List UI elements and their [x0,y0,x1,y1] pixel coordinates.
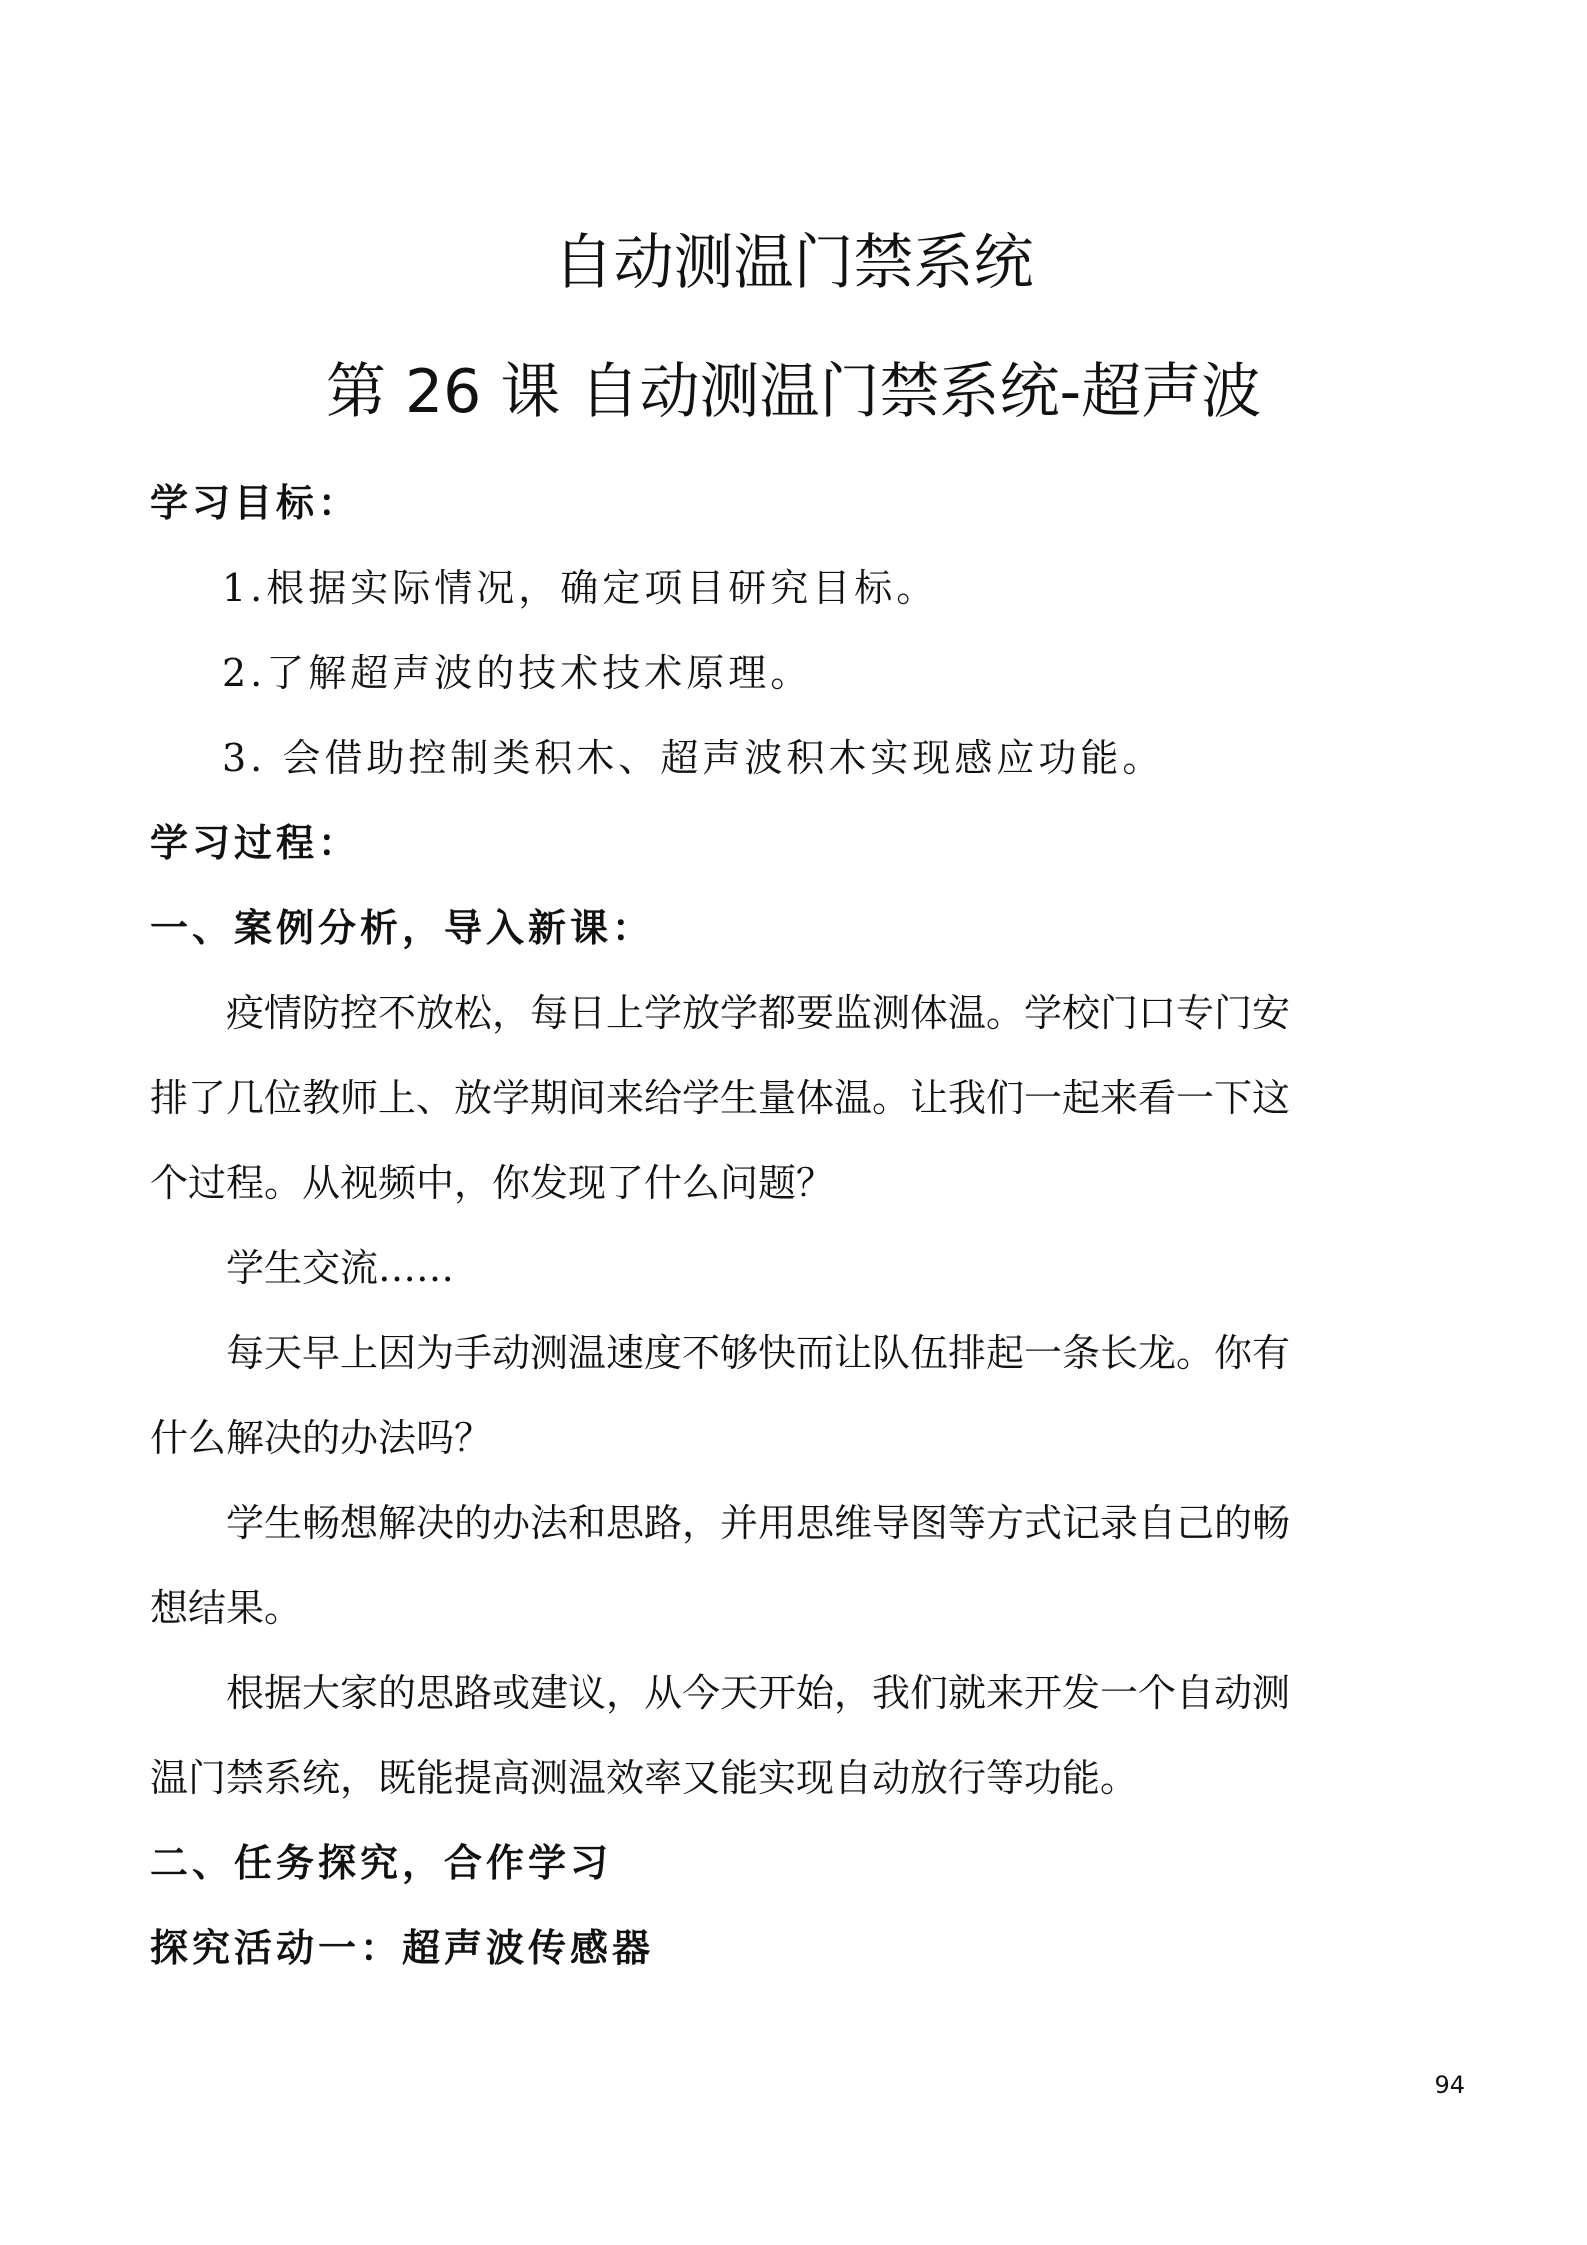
section-heading: 一、案例分析，导入新课： [150,905,655,950]
paragraph-line: 学生畅想解决的办法和思路，并用思维导图等方式记录自己的畅 [150,1501,1291,1545]
lesson-title: 第 26 课 自动测温门禁系统-超声波 [325,357,1262,427]
page-number: 94 [1434,2071,1465,2099]
paragraph-line: 根据大家的思路或建议，从今天开始，我们就来开发一个自动测 [150,1671,1291,1715]
document-title: 自动测温门禁系统 [553,228,1034,298]
learning-goals-heading: 学习目标： [150,480,361,525]
paragraph-line: 什么解决的办法吗？ [150,1416,493,1460]
paragraph-line: 学生交流…… [150,1246,455,1290]
process-heading: 学习过程： [150,820,361,865]
paragraph-line: 个过程。从视频中，你发现了什么问题？ [150,1161,835,1205]
goal-item: 3. 会借助控制类积木、超声波积木实现感应功能。 [222,736,1165,780]
activity-heading: 探究活动一：超声波传感器 [150,1925,655,1970]
paragraph-line: 温门禁系统，既能提高测温效率又能实现自动放行等功能。 [150,1756,1139,1800]
paragraph-line: 想结果。 [150,1586,303,1630]
section-heading: 二、任务探究，合作学习 [150,1840,613,1885]
goal-item: 1.根据实际情况，确定项目研究目标。 [222,566,939,610]
paragraph-line: 每天早上因为手动测温速度不够快而让队伍排起一条长龙。你有 [150,1331,1291,1375]
paragraph-line: 排了几位教师上、放学期间来给学生量体温。让我们一起来看一下这 [150,1076,1291,1120]
goal-item: 2.了解超声波的技术技术原理。 [222,651,813,695]
paragraph-line: 疫情防控不放松，每日上学放学都要监测体温。学校门口专门安 [150,991,1291,1035]
